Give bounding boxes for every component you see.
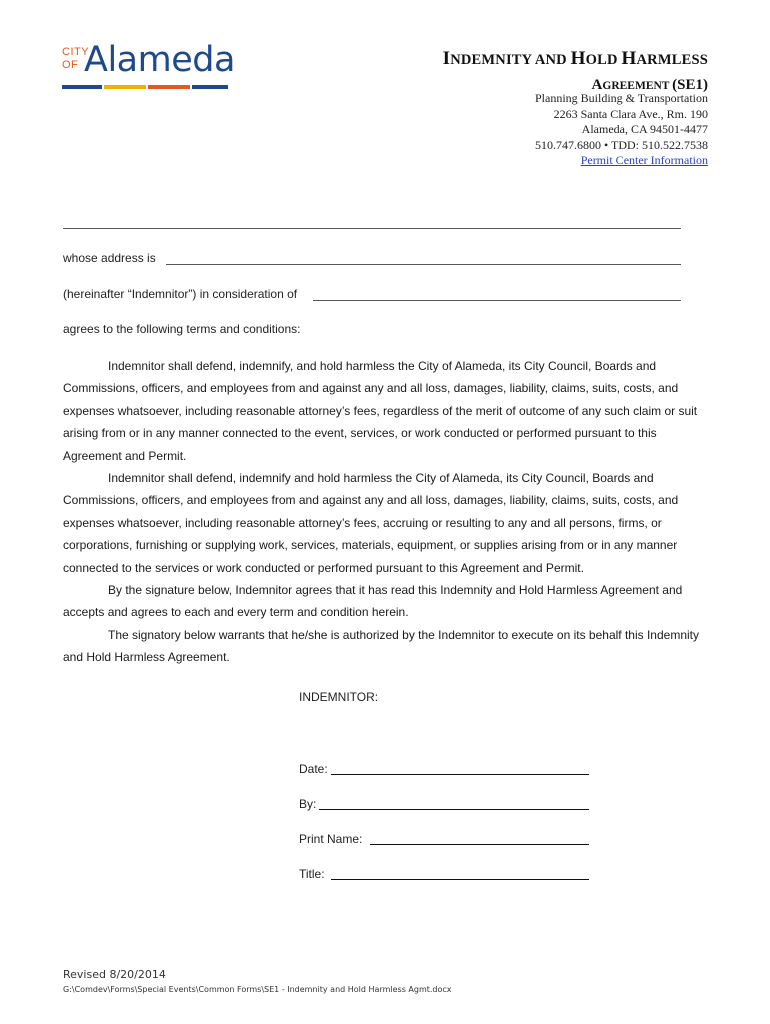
contact-block (535, 91, 708, 169)
contact-department: Planning Building & Transportation (534, 91, 708, 105)
by-label: By: (299, 797, 317, 811)
title-cap-a: A (591, 77, 603, 93)
print-name-field[interactable] (370, 844, 589, 845)
permit-center-link[interactable]: Permit Center Information (580, 153, 708, 167)
paragraph-2: Indemnitor shall defend, indemnify and hold harmless the City of Alameda, its City Council, Boards and Commissions, officers, and employees from and against any and all loss, damages, liability, claims, suits, costs, and expenses whatsoever, including reasonable attorney’s fees, accruing or resulting to any and all persons, firms, or corporations, furnishing or supplying work, services, materials, equipment, or supplies arising from or in any manner connected to the services or work conducted or performed pursuant to this Agreement and Permit. (63, 471, 679, 575)
title-greement: GREEMENT (602, 80, 673, 92)
title-cap-h1: H (570, 48, 586, 69)
title-cap-i: I (442, 48, 451, 69)
date-field[interactable] (331, 774, 589, 775)
contact-street: 2263 Santa Clara Ave., Rm. 190 (553, 106, 708, 121)
city-logo (62, 40, 235, 92)
by-field[interactable] (319, 809, 589, 810)
agrees-label: agrees to the following terms and conditions: (63, 322, 301, 336)
paragraph-3: By the signature below, Indemnitor agrees that it has read this Indemnity and Hold Harmless Agreement and accepts and agrees to each and every term and condition herein. (63, 583, 683, 620)
logo-name-text: Alameda (84, 40, 235, 80)
title-old: OLD (585, 52, 622, 68)
indemnitor-heading: INDEMNITOR: (299, 690, 379, 704)
contact-city: Alameda, CA 94501-4477 (581, 122, 708, 136)
consideration-field[interactable] (313, 300, 681, 301)
date-label: Date: (299, 762, 328, 776)
address-label: whose address is (63, 251, 156, 265)
title-form-code: (SE1) (672, 77, 708, 93)
title-line-1 (443, 48, 708, 71)
title-armless: ARMLESS (636, 52, 708, 68)
title-label: Title: (299, 867, 325, 881)
logo-of-text: OF (62, 59, 79, 71)
file-path: G:\Comdev\Forms\Special Events\Common Forms\SE1 - Indemnity and Hold Harmless Agmt.docx (63, 985, 452, 994)
logo-city-text: CITY (62, 46, 90, 58)
logo-bar-blue (62, 85, 102, 89)
revised-date: Revised 8/20/2014 (63, 968, 166, 981)
title-field[interactable] (331, 879, 589, 880)
contact-phones: 510.747.6800 • TDD: 510.522.7538 (535, 137, 708, 152)
print-name-label: Print Name: (299, 832, 363, 846)
title-cap-h2: H (621, 48, 637, 69)
logo-bar-yellow (104, 85, 146, 89)
title-ndemnity: NDEMNITY AND (450, 52, 571, 68)
consideration-label: (hereinafter “Indemnitor”) in consideration of (63, 287, 298, 301)
paragraph-1: Indemnitor shall defend, indemnify, and hold harmless the City of Alameda, its City Council, Boards and Commissions, officers, and employees from and against any and all loss, damages, liability, claims, suits, costs, and expenses whatsoever, including reasonable attorney’s fees, regardless of the merit of outcome of any such claim or suit arising from or in any manner connected to the event, services, or work conducted or performed pursuant to this Agreement and Permit. (63, 359, 698, 463)
document-title (443, 48, 708, 96)
logo-bar-orange (148, 85, 190, 89)
address-field[interactable] (166, 264, 681, 265)
paragraph-4: The signatory below warrants that he/she is authorized by the Indemnitor to execute on its behalf this Indemnity and Hold Harmless Agreement. (63, 627, 699, 665)
agreement-body (63, 355, 699, 669)
indemnitor-name-field[interactable] (63, 228, 681, 229)
logo-bar-navy (192, 85, 228, 89)
